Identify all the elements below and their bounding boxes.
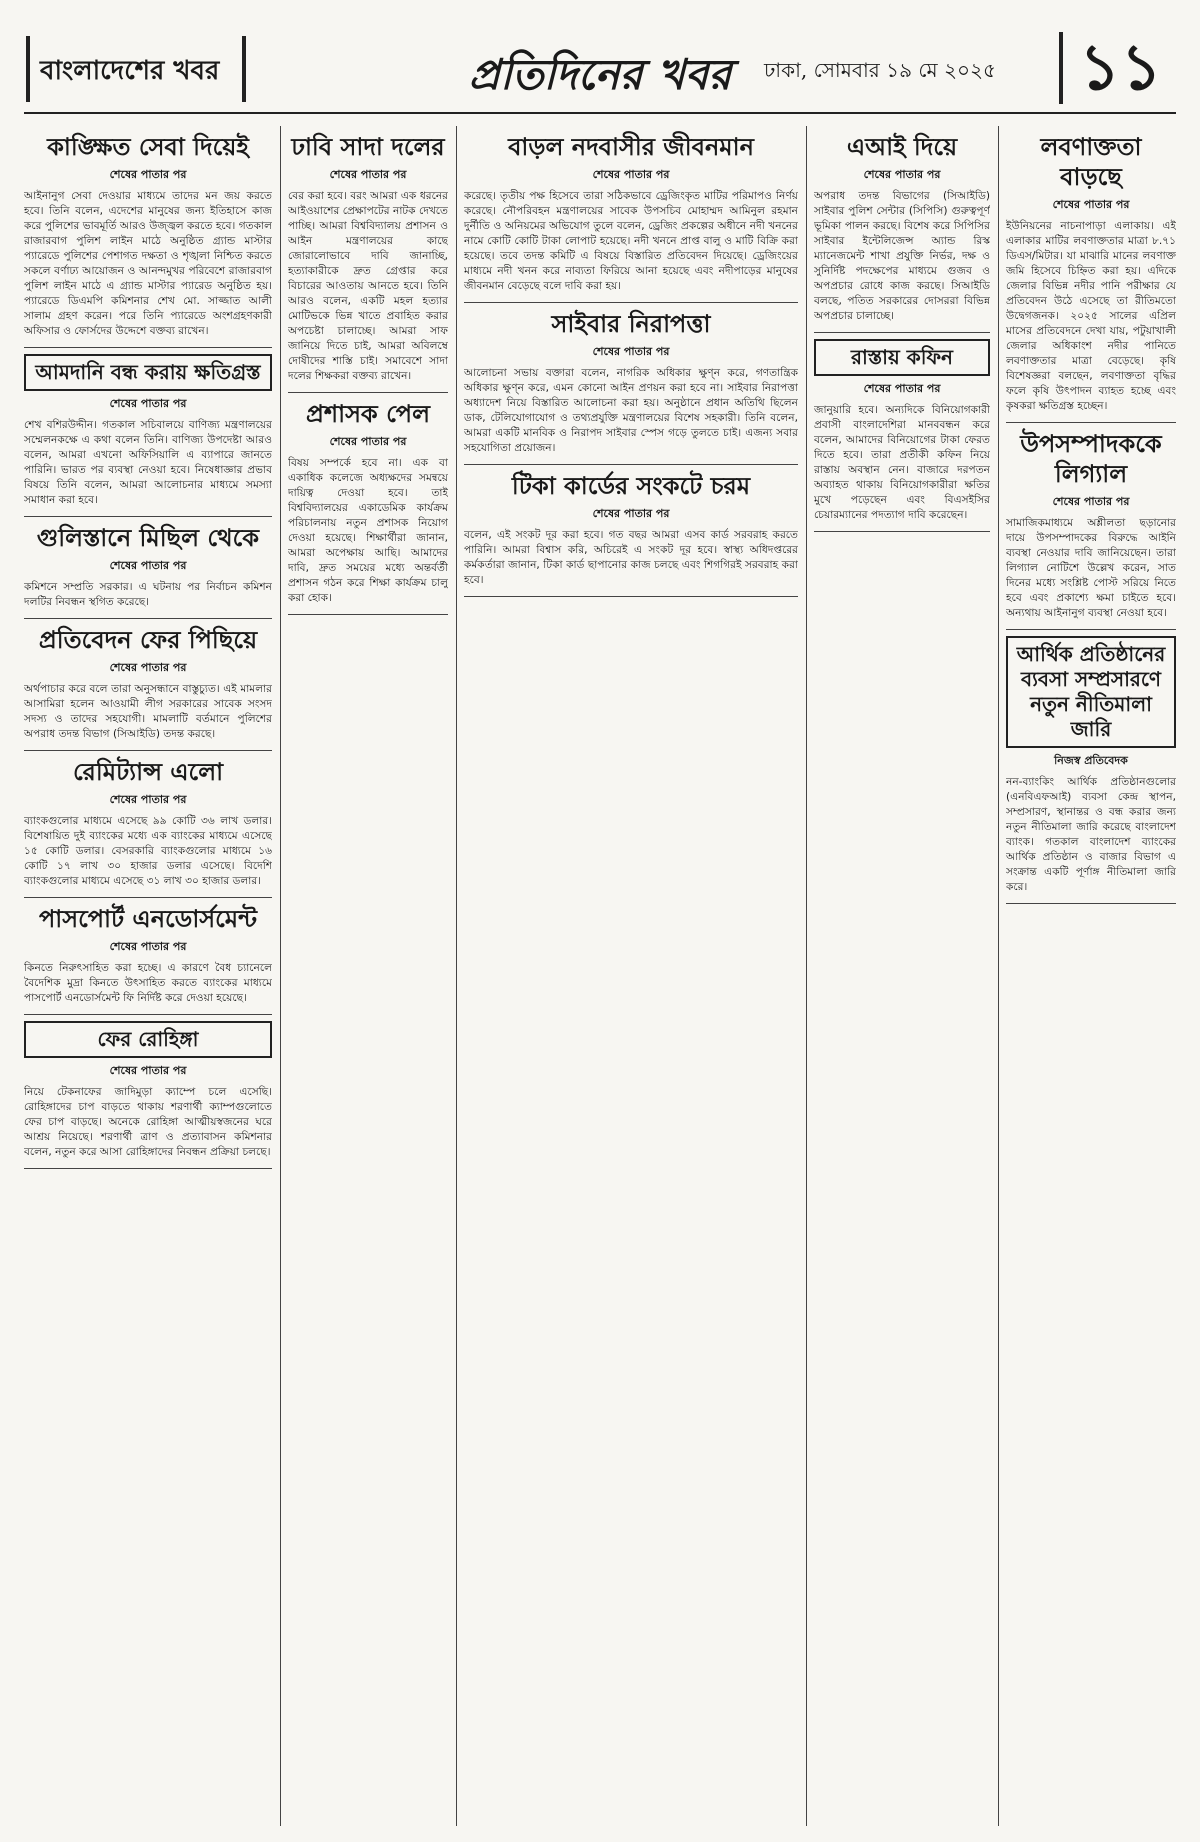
- article-byline: শেষের পাতার পর: [592, 507, 670, 520]
- article: [24, 757, 272, 898]
- article-separator: [24, 1014, 272, 1015]
- article-separator: [1006, 422, 1176, 423]
- article-byline: শেষের পাতার পর: [592, 168, 670, 181]
- article-byline: শেষের পাতার পর: [109, 661, 187, 674]
- article-body: ইউনিয়নের নাচনাপাড়া এলাকায়। এই এলাকার মাটির লবণাক্ততার মাত্রা ৮.৭১ ডিএস/মিটার। যা মাঝারি মানের লবণাক্ত জমি হিসেবে চিহ্নিত করা হয়। এদিকে জেলার বিভিন্ন নদীর পানি পরীক্ষার যে প্রতিবেদন উঠে এসেছে তা রীতিমতো উদ্বেগজনক। ২০২৫ সালের এপ্রিল মাসের প্রতিবেদনে দেখা যায়, পটুয়াখালী জেলার অধিকাংশ নদীর পানিতে লবণাক্ততার মাত্রা বেড়েছে। কৃষি বিশেষজ্ঞরা বলছেন, লবণাক্ততা বৃদ্ধির ফলে কৃষি উৎপাদন ব্যাহত হচ্ছে এবং কৃষকরা ক্ষতিগ্রস্ত হচ্ছেন।: [1006, 220, 1176, 412]
- article-headline[interactable]: উপসম্পাদককে লিগ্যাল: [1020, 429, 1162, 488]
- article: [1006, 429, 1176, 630]
- article-headline[interactable]: কাঙ্ক্ষিত সেবা দিয়েই: [47, 132, 249, 161]
- article-headline[interactable]: ঢাবি সাদা দলের: [291, 132, 445, 161]
- article-body: অর্থপাচার করে বলে তারা অনুসন্ধানে বাস্তুচ্যুত। এই মামলার আসামিরা হলেন আওয়ামী লীগ সরকারের সাবেক সংসদ সদস্য ও তাদের সহযোগী। মামলাটি বর্তমানে পুলিশের অপরাধ তদন্ত বিভাগ (সিআইডি) তদন্ত করছে।: [24, 683, 272, 740]
- article: [1006, 132, 1176, 423]
- article-byline: শেষের পাতার পর: [329, 435, 407, 448]
- article-byline: শেষের পাতার পর: [109, 559, 187, 572]
- article-byline: শেষের পাতার পর: [109, 168, 187, 181]
- article-byline: শেষের পাতার পর: [1052, 495, 1130, 508]
- section-name: বাংলাদেশের খবর: [40, 56, 220, 86]
- article: [288, 399, 448, 615]
- article: [464, 132, 798, 303]
- article-byline: শেষের পাতার পর: [329, 168, 407, 181]
- article-headline[interactable]: পাসপোর্ট এনডোর্সমেন্ট: [39, 904, 257, 933]
- article-body: নিয়ে টেকনাফের জাদিমুড়া ক্যাম্পে চলে এসেছি। রোহিঙ্গাদের চাপ বাড়তে থাকায় শরণার্থী ক্যাম্পগুলোতে ফের চাপ বাড়ছে। অনেকে রোহিঙ্গা আত্মীয়স্বজনের ঘরে আশ্রয় নিয়েছে। শরণার্থী ত্রাণ ও প্রত্যাবাসন কমিশনার বলেন, নতুন করে আসা রোহিঙ্গাদের নিবন্ধন প্রক্রিয়া চলছে।: [24, 1086, 272, 1158]
- article-byline: শেষের পাতার পর: [109, 1064, 187, 1077]
- article: [24, 132, 272, 348]
- article-headline[interactable]: লবণাক্ততা বাড়ছে: [1040, 132, 1142, 191]
- column-2: [288, 126, 448, 1826]
- article-separator: [464, 302, 798, 303]
- article-byline: শেষের পাতার পর: [1052, 198, 1130, 211]
- article-body: আলোচনা সভায় বক্তারা বলেন, নাগরিক অধিকার ক্ষুণ্ন করে, গণতান্ত্রিক অধিকার ক্ষুণ্ন করে, এমন কোনো আইন প্রণয়ন করা হবে না। সাইবার নিরাপত্তা অধ্যাদেশ নিয়ে বিস্তারিত আলোচনা করা হয়। অনুষ্ঠানে প্রধান অতিথি ছিলেন ডাক, টেলিযোগাযোগ ও তথ্যপ্রযুক্তি মন্ত্রণালয়ের বিশেষ সহকারী। তিনি বলেন, আমরা একটি মানবিক ও নিরাপদ সাইবার স্পেস গড়ে তুলতে চাই। এজন্য সবার সহযোগিতা প্রয়োজন।: [464, 367, 798, 454]
- page-title: প্রতিদিনের খবর: [468, 50, 732, 99]
- article: [24, 904, 272, 1015]
- article-separator: [464, 596, 798, 597]
- article-byline: শেষের পাতার পর: [863, 382, 941, 395]
- masthead: [24, 28, 1176, 114]
- article: [24, 1021, 272, 1169]
- article-headline[interactable]: আমদানি বন্ধ করায় ক্ষতিগ্রস্ত: [24, 354, 272, 391]
- column-rule: [998, 126, 999, 1826]
- article: [24, 625, 272, 751]
- article-headline[interactable]: রেমিট্যান্স এলো: [72, 757, 224, 786]
- article-separator: [24, 516, 272, 517]
- article-byline: শেষের পাতার পর: [109, 793, 187, 806]
- article-separator: [814, 332, 990, 333]
- article-body: বের করা হবে। বরং আমরা এক ধরনের আইওয়াশের প্রেক্ষাপটের নাটক দেখতে পাচ্ছি। আমরা বিশ্ববিদ্যালয় প্রশাসন ও আইন মন্ত্রণালয়ের কাছে জোরালোভাবে দাবি জানাচ্ছি, হত্যাকারীকে দ্রুত গ্রেপ্তার করে বিচারের আওতায় আনতে হবে। তিনি আরও বলেন, একটি মহল হত্যার মোটিভকে ভিন্ন খাতে প্রবাহিত করার অপচেষ্টা চালাচ্ছে। আমরা সাফ জানিয়ে দিতে চাই, আমরা অবিলম্বে দোষীদের শাস্তি চাই। সমাবেশে সাদা দলের শিক্ষকরা বক্তব্য রাখেন।: [288, 190, 448, 382]
- article-body: সামাজিকমাধ্যমে অশ্লীলতা ছড়ানোর দায়ে উপসম্পাদকের বিরুদ্ধে আইনি ব্যবস্থা নেওয়ার দাবি জানিয়েছেন। তারা লিগ্যাল নোটিশে উল্লেখ করেন, সাত দিনের মধ্যে সংশ্লিষ্ট পোস্ট সরিয়ে নিতে হবে এবং প্রকাশ্যে ক্ষমা চাইতে হবে। অন্যথায় আইনানুগ ব্যবস্থা নেওয়া হবে।: [1006, 517, 1176, 619]
- article-separator: [24, 618, 272, 619]
- article: [288, 132, 448, 393]
- article-byline: শেষের পাতার পর: [109, 397, 187, 410]
- article-body: করেছে। তৃতীয় পক্ষ হিসেবে তারা সঠিকভাবে ড্রেজিংকৃত মাটির পরিমাপও নির্ণয় করেছে। নৌপরিবহন মন্ত্রণালয়ের সাবেক উপসচিব মোহাম্মদ আমিনুল রহমান দুর্নীতি ও অনিয়মের অভিযোগ তুলে বলেন, ড্রেজিং প্রকল্পের অধীনে নদী খননের নামে কোটি কোটি টাকা লোপাট হয়েছে। নদী খননে প্রাপ্ত বালু ও মাটি বিক্রি করা হয়েছে। তবে তদন্ত কমিটি এ বিষয়ে বিস্তারিত প্রতিবেদন দিয়েছে। ড্রেজিংয়ের মাধ্যমে নদী খনন করে নাব্যতা ফিরিয়ে আনা হয়েছে এবং নদীপাড়ের মানুষের জীবনমান বেড়েছে বলে দাবি করা হয়।: [464, 190, 798, 292]
- article-body: কমিশনে সম্প্রতি সরকার। এ ঘটনায় পর নির্বাচন কমিশন দলটির নিবন্ধন স্থগিত করেছে।: [24, 581, 272, 608]
- article-body: ব্যাংকগুলোর মাধ্যমে এসেছে ৯৯ কোটি ৩৬ লাখ ডলার। বিশেষায়িত দুই ব্যাংকের মধ্যে এক ব্যাংকের মাধ্যমে এসেছে ১৫ কোটি ডলার। বেসরকারি ব্যাংকগুলোর মাধ্যমে ১৬ কোটি ১৭ লাখ ৩০ হাজার ডলার এসেছে। বিদেশি ব্যাংকগুলোর মাধ্যমে এসেছে ৩১ লাখ ৩০ হাজার ডলার।: [24, 815, 272, 887]
- article-body: শেখ বশিরউদ্দীন। গতকাল সচিবালয়ে বাণিজ্য মন্ত্রণালয়ের সম্মেলনকক্ষে এ কথা বলেন তিনি। বাণিজ্য উপদেষ্টা আরও বলেন, আমরা এখনো অফিসিয়ালি এ ব্যাপারে জানতে পারিনি। ভারত পর ব্যবস্থা নেওয়া হবে। নিষেধাজ্ঞার প্রভাব বিষয়ে তিনি বলেন, আমরা আলোচনার মাধ্যমে সমস্যা সমাধান করা হবে।: [24, 419, 272, 506]
- article-headline[interactable]: প্রতিবেদন ফের পিছিয়ে: [38, 625, 258, 654]
- article: [464, 309, 798, 465]
- article-separator: [288, 392, 448, 393]
- article-separator: [464, 464, 798, 465]
- article-separator: [288, 614, 448, 615]
- article-byline: শেষের পাতার পর: [592, 345, 670, 358]
- column-5: [814, 126, 990, 1826]
- article-body: জানুয়ারি হবে। অন্যদিকে বিনিয়োগকারী প্রবাসী বাংলাদেশিরা মানববন্ধন করে বলেন, আমাদের বিনিয়োগের টাকা ফেরত দিতে হবে। তারা প্রতীকী কফিন নিয়ে রাস্তায় অবস্থান নেন। বাজারে দরপতন অব্যাহত থাকায় বিনিয়োগকারীরা ক্ষতির মুখে পড়েছেন এবং বিএসইসির চেয়ারম্যানের পদত্যাগ দাবি করেছেন।: [814, 404, 990, 521]
- article-body: অপরাধ তদন্ত বিভাগের (সিআইডি) সাইবার পুলিশ সেন্টার (সিপিসি) গুরুত্বপূর্ণ ভূমিকা পালন করছে। বিশেষ করে সিপিসির সাইবার ইন্টেলিজেন্স অ্যান্ড রিস্ক ম্যানেজমেন্ট শাখা প্রযুক্তি নির্ভর, দক্ষ ও সুনির্দিষ্ট পদক্ষেপের মাধ্যমে গুজব ও অপপ্রচার রোধে কাজ করছে। সিআইডি বলছে, পতিত সরকারের দোসররা বিভিন্ন অপপ্রচার চালাচ্ছে।: [814, 190, 990, 322]
- article-separator: [1006, 629, 1176, 630]
- article-headline[interactable]: রাস্তায় কফিন: [814, 339, 990, 376]
- article-separator: [24, 347, 272, 348]
- article-body: বিষয় সম্পর্কে হবে না। এক বা একাধিক কলেজে অধ্যক্ষদের সমন্বয়ে দায়িত্ব দেওয়া হবে। তাই বিশ্ববিদ্যালয়ের একাডেমিক কার্যক্রম পরিচালনায় নতুন প্রশাসক নিয়োগ দেওয়া হয়েছে। শিক্ষার্থীরা জানান, আমরা অপেক্ষায় আছি। আমাদের দাবি, দ্রুত সময়ের মধ্যে অন্তর্বর্তী প্রশাসন গঠন করে শিক্ষা কার্যক্রম চালু করা হোক।: [288, 457, 448, 604]
- article-body: আইনানুগ সেবা দেওয়ার মাধ্যমে তাদের মন জয় করতে হবে। তিনি বলেন, এদেশের মানুষের জন্য ইতিহাসে কাজ করে পুলিশের ভাবমূর্তি আরও উজ্জ্বল করতে হবে। গতকাল রাজারবাগ পুলিশ লাইন মাঠে অনুষ্ঠিত গ্র্যান্ড মাস্টার প্যারেডে পুলিশের পেশাগত দক্ষতা ও শৃঙ্খলা নিশ্চিত করতে সকলে বর্ণাঢ্য আয়োজন ও আনন্দমুখর পরিবেশে রাজারবাগ পুলিশ লাইন মাঠে এ গ্র্যান্ড মাস্টার প্যারেড অনুষ্ঠিত হয়। প্যারেডে ডিএমপি কমিশনার শেখ মো. সাজ্জাত আলী সালাম গ্রহণ করেন। পরে তিনি প্যারেডে অংশগ্রহণকারী অফিসার ও ফোর্সদের উদ্দেশে বক্তব্য রাখেন।: [24, 190, 272, 337]
- article-byline: শেষের পাতার পর: [109, 940, 187, 953]
- article-body: কিনতে নিরুৎসাহিত করা হচ্ছে। এ কারণে বৈধ চ্যানেলে বৈদেশিক মুদ্রা কিনতে উৎসাহিত করতে ব্যাংকের মাধ্যমে পাসপোর্ট এনডোর্সমেন্ট ফি নির্দিষ্ট করে দেওয়া হয়েছে।: [24, 962, 272, 1004]
- article-headline[interactable]: ফের রোহিঙ্গা: [24, 1021, 272, 1058]
- article-headline[interactable]: এআই দিয়ে: [846, 132, 958, 161]
- article: [814, 132, 990, 333]
- column-rule: [456, 126, 457, 1826]
- article-headline[interactable]: বাড়ল নদবাসীর জীবনমান: [508, 132, 754, 161]
- column-rule: [280, 126, 281, 1826]
- article-separator: [814, 531, 990, 532]
- article-body: নন-ব্যাংকিং আর্থিক প্রতিষ্ঠানগুলোর (এনবিএফআই) ব্যবসা কেন্দ্র স্থাপন, সম্প্রসারণ, স্থানান্তর ও বন্ধ করার জন্য নতুন নীতিমালা জারি করেছে বাংলাদেশ ব্যাংক। গতকাল বাংলাদেশ ব্যাংকের আর্থিক প্রতিষ্ঠান ও বাজার বিভাগ এ সংক্রান্ত একটি পূর্ণাঙ্গ নীতিমালা জারি করে।: [1006, 776, 1176, 893]
- article-headline[interactable]: সাইবার নিরাপত্তা: [551, 309, 711, 338]
- article-headline[interactable]: প্রশাসক পেল: [306, 399, 430, 428]
- article: [1006, 636, 1176, 904]
- article-byline: শেষের পাতার পর: [863, 168, 941, 181]
- article: [814, 339, 990, 532]
- column-1: [24, 126, 272, 1826]
- article: [24, 523, 272, 619]
- column-3-4: [464, 126, 798, 1826]
- issue-date: ঢাকা, সোমবার ১৯ মে ২০২৫: [763, 58, 996, 82]
- article-separator: [24, 750, 272, 751]
- column-6: [1006, 126, 1176, 1826]
- article-headline[interactable]: আর্থিক প্রতিষ্ঠানের ব্যবসা সম্প্রসারণে নতুন নীতিমালা জারি: [1006, 636, 1176, 748]
- article-separator: [24, 897, 272, 898]
- column-rule: [806, 126, 807, 1826]
- article-separator: [24, 1168, 272, 1169]
- article-headline[interactable]: গুলিস্তানে মিছিল থেকে: [36, 523, 260, 552]
- article: [24, 354, 272, 517]
- article-separator: [1006, 903, 1176, 904]
- article-headline[interactable]: টিকা কার্ডের সংকটে চরম: [511, 471, 751, 500]
- article-byline: নিজস্ব প্রতিবেদক: [1054, 754, 1128, 767]
- article: [464, 471, 798, 597]
- article-body: বলেন, এই সংকট দূর করা হবে। গত বছর আমরা এসব কার্ড সরবরাহ করতে পারিনি। আমরা বিশ্বাস করি, অচিরেই এ সংকট দূর হবে। স্বাস্থ্য অধিদপ্তরের কর্মকর্তারা জানান, টিকা কার্ড ছাপানোর কাজ চলছে এবং শিগগিরই সরবরাহ করা হবে।: [464, 529, 798, 586]
- page-number: ১১: [1059, 32, 1162, 104]
